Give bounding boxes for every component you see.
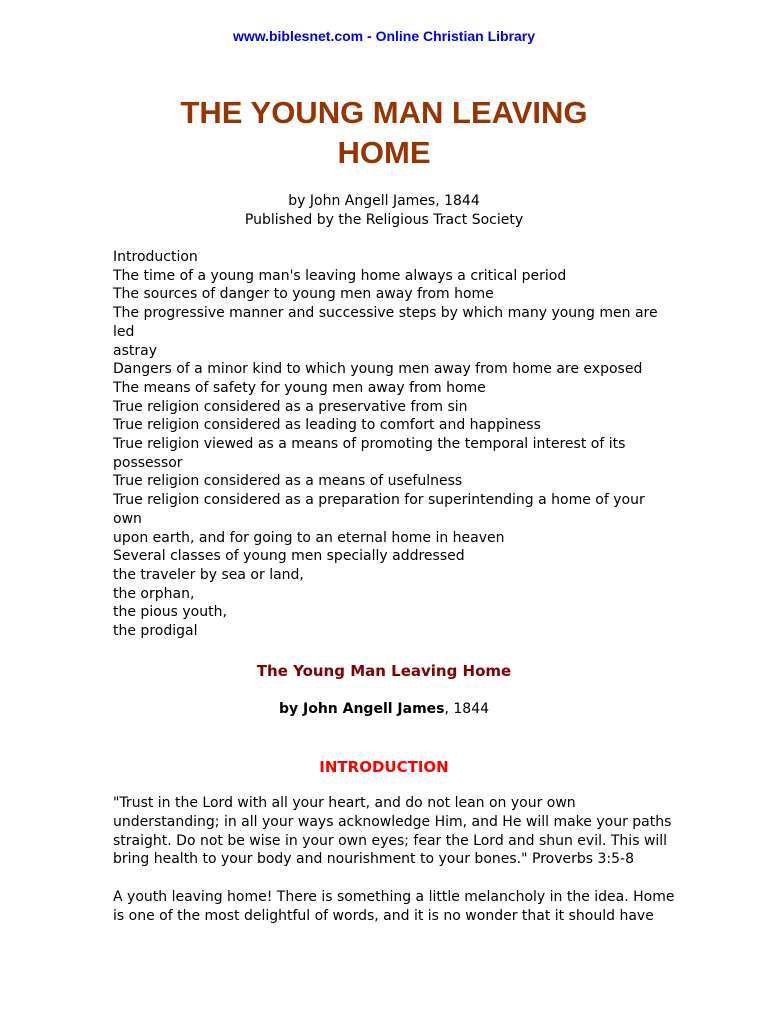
toc-line: True religion considered as a preservative from sin xyxy=(113,398,468,415)
toc-line: the traveler by sea or land, xyxy=(113,566,304,583)
author-line xyxy=(0,699,768,719)
toc-line: True religion considered as a means of usefulness xyxy=(113,473,463,490)
toc-line: possessor xyxy=(113,454,183,471)
book-title-line-2: HOME xyxy=(337,135,431,170)
book-title xyxy=(114,93,654,173)
toc-line: The progressive manner and successive steps by which many young men are led xyxy=(113,305,658,340)
byline-block xyxy=(0,192,768,230)
toc-line: the prodigal xyxy=(113,623,198,640)
paragraph-line: A youth leaving home! There is something a little melancholy in the idea. Home xyxy=(113,889,675,905)
toc-line: True religion considered as leading to comfort and happiness xyxy=(113,417,541,434)
scripture-paragraph xyxy=(113,794,672,869)
toc-line: the pious youth, xyxy=(113,604,227,621)
introduction-heading: INTRODUCTION xyxy=(319,758,449,776)
toc-line: The time of a young man's leaving home always a critical period xyxy=(113,267,567,284)
toc-line: astray xyxy=(113,342,157,359)
paragraph-line: bring health to your body and nourishment to your bones." Proverbs 3:5-8 xyxy=(113,851,634,868)
site-link[interactable]: www.biblesnet.com - Online Christian Library xyxy=(232,28,536,44)
toc-line: The means of safety for young men away from home xyxy=(113,379,486,396)
author-name: by John Angell James xyxy=(278,701,445,717)
body-paragraph xyxy=(113,888,675,926)
toc-line: upon earth, and for going to an eternal home in heaven xyxy=(113,529,505,546)
paragraph-line: straight. Do not be wise in your own eyes; fear the Lord and shun evil. This will xyxy=(113,832,668,849)
toc-line: True religion viewed as a means of promoting the temporal interest of its xyxy=(113,436,626,453)
toc-line: Dangers of a minor kind to which young men away from home are exposed xyxy=(113,361,643,378)
toc-line: Introduction xyxy=(113,249,198,265)
paragraph-line: is one of the most delightful of words, and it is no wonder that it should have xyxy=(113,907,654,924)
section-title: The Young Man Leaving Home xyxy=(256,662,512,680)
toc-line: Several classes of young men specially addressed xyxy=(113,548,465,565)
toc-line: The sources of danger to young men away from home xyxy=(113,286,494,303)
toc-line: True religion considered as a preparation for superintending a home of your own xyxy=(113,492,645,527)
paragraph-line: understanding; in all your ways acknowledge Him, and He will make your paths xyxy=(113,813,672,830)
toc-line: the orphan, xyxy=(113,585,195,602)
table-of-contents xyxy=(113,248,658,641)
book-byline: by John Angell James, 1844 xyxy=(288,193,480,209)
book-title-line-1: THE YOUNG MAN LEAVING xyxy=(180,95,588,130)
book-publisher: Published by the Religious Tract Society xyxy=(244,212,524,228)
paragraph-line: "Trust in the Lord with all your heart, and do not lean on your own xyxy=(113,795,576,811)
author-year: , 1844 xyxy=(444,701,490,717)
